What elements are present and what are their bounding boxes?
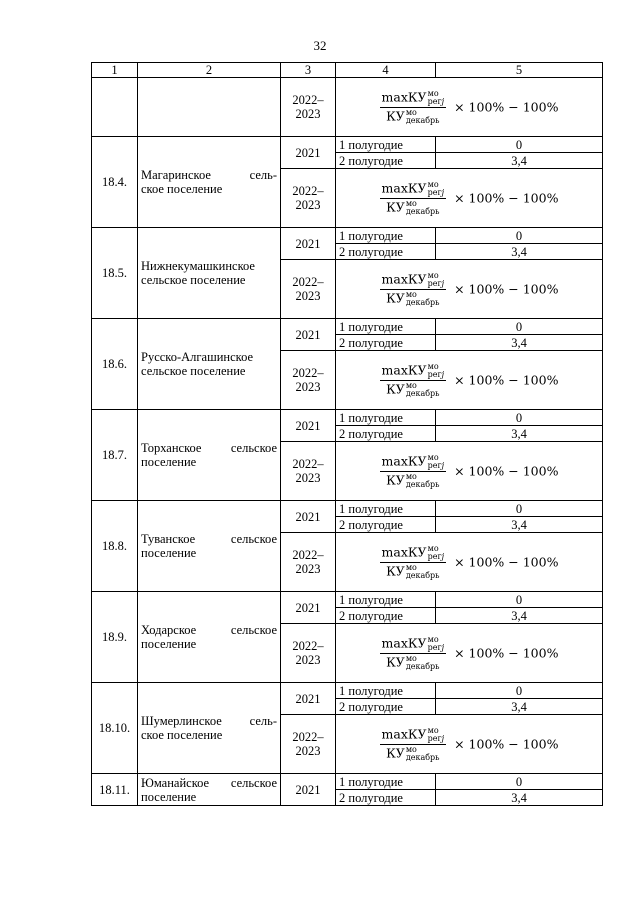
formula-fraction: [380, 181, 447, 216]
settlement-name: [138, 774, 281, 806]
formula-numerator: maxКУ мо регj: [381, 543, 445, 561]
formula-cell: [336, 624, 603, 683]
formula-tail: × 100% − 100%: [454, 736, 559, 751]
half-year-1-value: 0: [436, 228, 603, 244]
formula-numerator: maxКУ мо регj: [381, 725, 445, 743]
half-year-2-label: 2 полугодие: [336, 426, 436, 442]
settlement-name-line: Русско-Алгашинское: [141, 350, 254, 364]
settlement-row: [92, 592, 603, 608]
formula-cell: [336, 351, 603, 410]
formula-numerator: maxКУ мо регj: [381, 634, 445, 652]
year-2022-2023: 2022– 2023: [281, 624, 336, 683]
half-year-2-label: 2 полугодие: [336, 153, 436, 169]
half-year-1-label: 1 полугодие: [336, 683, 436, 699]
year-2022-2023: 2022– 2023: [281, 442, 336, 501]
formula-denominator: КУ мо декабрь: [386, 653, 440, 671]
header-col-2: 2: [138, 63, 281, 78]
half-year-2-value: 3,4: [436, 244, 603, 260]
settlement-name-line: поселение: [141, 637, 197, 651]
half-year-2-label: 2 полугодие: [336, 335, 436, 351]
settlement-row: [92, 228, 603, 244]
year-2021: 2021: [281, 501, 336, 533]
half-year-1-label: 1 полугодие: [336, 410, 436, 426]
formula-fraction: [380, 90, 447, 125]
formula-fraction: [380, 454, 447, 489]
formula-cell: [336, 260, 603, 319]
year-2022-2023: 2022– 2023: [281, 260, 336, 319]
settlement-name: [138, 501, 281, 592]
settlement-name: [138, 410, 281, 501]
half-year-1-value: 0: [436, 137, 603, 153]
formula: [380, 452, 559, 489]
formula-denominator: КУ мо декабрь: [386, 289, 440, 307]
formula-numerator: maxКУ мо регj: [381, 270, 445, 288]
year-2021: 2021: [281, 592, 336, 624]
half-year-1-label: 1 полугодие: [336, 501, 436, 517]
settlement-name: [138, 137, 281, 228]
formula-numerator: maxКУ мо регj: [381, 179, 445, 197]
formula-denominator: КУ мо декабрь: [386, 198, 440, 216]
half-year-2-label: 2 полугодие: [336, 244, 436, 260]
formula-tail: × 100% − 100%: [454, 554, 559, 569]
formula-tail: × 100% − 100%: [454, 281, 559, 296]
formula-fraction: [380, 727, 447, 762]
settlement-name-line: поселение: [141, 789, 197, 804]
settlement-name-line: сельское поселение: [141, 364, 246, 378]
half-year-1-value: 0: [436, 501, 603, 517]
year-2022-2023: 2022– 2023: [281, 533, 336, 592]
settlement-name-line: Туванское сельское: [141, 532, 277, 546]
header-col-3: 3: [281, 63, 336, 78]
formula-denominator: КУ мо декабрь: [386, 380, 440, 398]
formula: [380, 543, 559, 580]
half-year-1-value: 0: [436, 592, 603, 608]
continuation-row: [92, 78, 603, 137]
header-col-4: 4: [336, 63, 436, 78]
year-2021: 2021: [281, 137, 336, 169]
settlement-name-line: Нижнекумашкинское: [141, 259, 255, 273]
row-number: 18.10.: [92, 683, 138, 774]
settlement-row: [92, 501, 603, 517]
formula: [380, 179, 559, 216]
settlement-name-line: ское поселение: [141, 728, 223, 742]
header-row: [92, 63, 603, 78]
settlement-row: [92, 319, 603, 335]
settlement-name-line: Магаринское сель-: [141, 168, 277, 182]
year-2022-2023: 2022– 2023: [281, 351, 336, 410]
settlement-name-line: Шумерлинское сель-: [141, 714, 277, 728]
formula-cell: [336, 442, 603, 501]
row-number: 18.5.: [92, 228, 138, 319]
year-2021: 2021: [281, 228, 336, 260]
continuation-name: [138, 78, 281, 137]
half-year-1-value: 0: [436, 319, 603, 335]
formula-fraction: [380, 545, 447, 580]
half-year-2-value: 3,4: [436, 517, 603, 533]
settlement-name-line: Торханское сельское: [141, 441, 277, 455]
year-2021: 2021: [281, 683, 336, 715]
half-year-2-value: 3,4: [436, 608, 603, 624]
formula-denominator: КУ мо декабрь: [386, 744, 440, 762]
formula-numerator: maxКУ мо регj: [381, 88, 445, 106]
half-year-2-value: 3,4: [436, 426, 603, 442]
half-year-2-label: 2 полугодие: [336, 608, 436, 624]
formula: [380, 634, 559, 671]
formula-tail: × 100% − 100%: [454, 645, 559, 660]
half-year-2-label: 2 полугодие: [336, 790, 436, 806]
settlement-name-line: Ходарское сельское: [141, 623, 277, 637]
row-number: 18.9.: [92, 592, 138, 683]
year-2022-2023: 2022– 2023: [281, 715, 336, 774]
half-year-1-label: 1 полугодие: [336, 592, 436, 608]
formula-tail: × 100% − 100%: [454, 372, 559, 387]
half-year-1-label: 1 полугодие: [336, 137, 436, 153]
half-year-2-value: 3,4: [436, 790, 603, 806]
year-text: 2022– 2023: [292, 93, 324, 121]
formula-fraction: [380, 363, 447, 398]
half-year-1-value: 0: [436, 410, 603, 426]
half-year-1-label: 1 полугодие: [336, 319, 436, 335]
settlement-name: [138, 683, 281, 774]
formula-denominator: КУ мо декабрь: [386, 471, 440, 489]
settlement-name-line: Юманайское сельское: [141, 775, 277, 790]
formula-denominator: КУ мо декабрь: [386, 562, 440, 580]
formula-tail: × 100% − 100%: [454, 99, 559, 114]
formula-fraction: [380, 636, 447, 671]
formula-cell: [336, 533, 603, 592]
formula-tail: × 100% − 100%: [454, 190, 559, 205]
row-number: 18.4.: [92, 137, 138, 228]
half-year-1-label: 1 полугодие: [336, 228, 436, 244]
settlement-name: [138, 319, 281, 410]
settlement-name-line: поселение: [141, 546, 197, 560]
continuation-num: [92, 78, 138, 137]
row-number: 18.8.: [92, 501, 138, 592]
half-year-2-value: 3,4: [436, 335, 603, 351]
half-year-1-label: 1 полугодие: [336, 774, 436, 790]
year-2021: 2021: [281, 410, 336, 442]
half-year-2-value: 3,4: [436, 699, 603, 715]
header-col-1: 1: [92, 63, 138, 78]
formula-tail: × 100% − 100%: [454, 463, 559, 478]
year-2021: 2021: [281, 319, 336, 351]
formula: [380, 725, 559, 762]
formula-cell: [336, 169, 603, 228]
settlement-name-line: поселение: [141, 455, 197, 469]
formula-numerator: maxКУ мо регj: [381, 361, 445, 379]
formula: [380, 88, 559, 125]
settlement-name: [138, 228, 281, 319]
settlement-row: [92, 410, 603, 426]
page-number: 32: [313, 38, 327, 53]
half-year-2-value: 3,4: [436, 153, 603, 169]
formula-denominator: КУ мо декабрь: [386, 107, 440, 125]
half-year-2-label: 2 полугодие: [336, 517, 436, 533]
settlement-name-line: ское поселение: [141, 182, 223, 196]
formula-cell: [336, 78, 603, 137]
formula: [380, 270, 559, 307]
settlement-name: [138, 592, 281, 683]
tariff-table: [91, 62, 603, 806]
formula-numerator: maxКУ мо регj: [381, 452, 445, 470]
row-number: 18.11.: [92, 774, 138, 806]
half-year-1-value: 0: [436, 774, 603, 790]
settlement-name-line: сельское поселение: [141, 273, 246, 287]
year-2022-2023: 2022– 2023: [281, 169, 336, 228]
year-2021: 2021: [281, 774, 336, 806]
row-number: 18.6.: [92, 319, 138, 410]
row-number: 18.7.: [92, 410, 138, 501]
formula-cell: [336, 715, 603, 774]
half-year-2-label: 2 полугодие: [336, 699, 436, 715]
settlement-row: [92, 137, 603, 153]
formula-fraction: [380, 272, 447, 307]
year-cell: [281, 78, 336, 137]
half-year-1-value: 0: [436, 683, 603, 699]
formula: [380, 361, 559, 398]
settlement-row: [92, 774, 603, 790]
header-col-5: 5: [436, 63, 603, 78]
settlement-row: [92, 683, 603, 699]
